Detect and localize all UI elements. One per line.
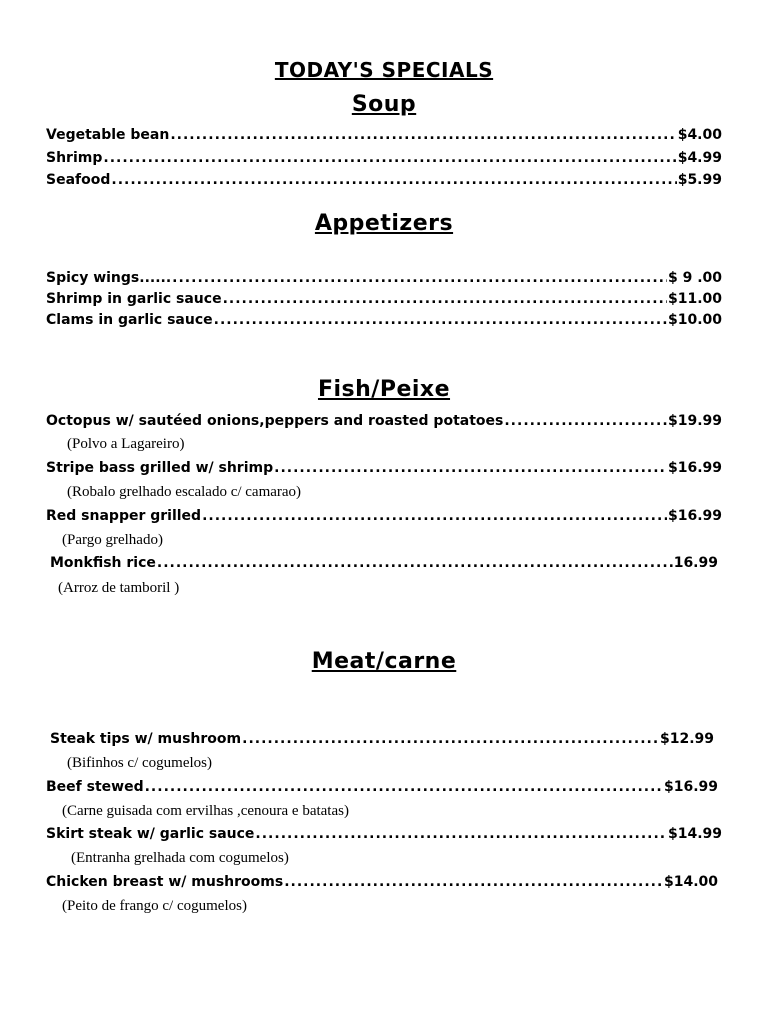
menu-item-name: Monkfish rice: [50, 555, 156, 571]
menu-item-name: Steak tips w/ mushroom: [50, 731, 242, 747]
menu-item-price: $16.99: [663, 779, 718, 795]
menu-item-price: $10.00: [667, 312, 722, 328]
dot-leader: [214, 311, 667, 329]
menu-item-skirt-steak: [46, 825, 722, 843]
translation-steak-tips: (Bifinhos c/ cogumelos): [67, 755, 212, 771]
dot-leader: [284, 873, 663, 891]
menu-item-name: Octopus w/ sautéed onions,peppers and roasted potatoes: [46, 413, 504, 429]
menu-item-name: Seafood: [46, 172, 111, 188]
translation-beef-stewed: (Carne guisada com ervilhas ,cenoura e batatas): [62, 803, 349, 819]
menu-item-price: $16.99: [667, 508, 722, 524]
menu-item-stripe-bass: [46, 459, 722, 477]
dot-leader: [242, 730, 659, 748]
dot-leader: [145, 778, 663, 796]
menu-item-price: $14.00: [663, 874, 718, 890]
section-heading-fish: Fish/Peixe: [317, 377, 451, 402]
translation-monkfish-rice: (Arroz de tamboril ): [58, 580, 180, 596]
menu-item-name: Vegetable bean: [46, 127, 170, 143]
section-heading-appetizers: Appetizers: [314, 211, 454, 236]
translation-octopus: (Polvo a Lagareiro): [67, 436, 185, 452]
dot-leader: [103, 149, 676, 167]
menu-item-seafood-soup: [46, 171, 722, 189]
translation-chicken-breast: (Peito de frango c/ cogumelos): [62, 898, 247, 914]
menu-item-price: $4.00: [677, 127, 722, 143]
menu-item-name: Shrimp: [46, 150, 103, 166]
menu-item-shrimp-soup: [46, 149, 722, 167]
dot-leader: [274, 459, 667, 477]
menu-item-price: $12.99: [659, 731, 714, 747]
menu-item-red-snapper: [46, 507, 722, 525]
menu-item-beef-stewed: [46, 778, 718, 796]
dot-leader: [202, 507, 667, 525]
menu-item-monkfish-rice: [50, 554, 718, 572]
menu-item-name: Chicken breast w/ mushrooms: [46, 874, 284, 890]
menu-item-price: $16.99: [667, 460, 722, 476]
menu-item-price: $11.00: [667, 291, 722, 307]
menu-item-price: 16.99: [673, 555, 718, 571]
translation-skirt-steak: (Entranha grelhada com cogumelos): [71, 850, 289, 866]
dot-leader: [255, 825, 667, 843]
dot-leader: [504, 412, 667, 430]
dot-leader: [172, 269, 667, 287]
menu-item-name: Stripe bass grilled w/ shrimp: [46, 460, 274, 476]
section-heading-soup: Soup: [351, 92, 417, 117]
section-heading-meat: Meat/carne: [311, 649, 457, 674]
menu-item-vegetable-bean: [46, 126, 722, 144]
dot-leader: [157, 554, 673, 572]
dot-leader: [170, 126, 676, 144]
menu-item-price: $4.99: [677, 150, 722, 166]
dot-leader: [223, 290, 667, 308]
menu-item-price: $ 9 .00: [667, 270, 722, 286]
menu-item-spicy-wings: [46, 269, 722, 287]
menu-item-clams-garlic: [46, 311, 722, 329]
menu-item-steak-tips: [50, 730, 714, 748]
menu-item-price: $19.99: [667, 413, 722, 429]
dot-leader: [111, 171, 676, 189]
page-title: TODAY'S SPECIALS: [274, 58, 494, 82]
menu-item-name: Beef stewed: [46, 779, 144, 795]
menu-item-octopus: [46, 412, 722, 430]
menu-item-name: Spicy wings......: [46, 270, 172, 286]
menu-item-name: Skirt steak w/ garlic sauce: [46, 826, 255, 842]
translation-red-snapper: (Pargo grelhado): [62, 532, 163, 548]
translation-stripe-bass: (Robalo grelhado escalado c/ camarao): [67, 484, 302, 500]
menu-item-name: Clams in garlic sauce: [46, 312, 213, 328]
menu-item-price: $14.99: [667, 826, 722, 842]
menu-item-name: Shrimp in garlic sauce: [46, 291, 222, 307]
menu-item-chicken-breast: [46, 873, 718, 891]
menu-item-price: $5.99: [677, 172, 722, 188]
menu-item-shrimp-garlic: [46, 290, 722, 308]
menu-item-name: Red snapper grilled: [46, 508, 202, 524]
